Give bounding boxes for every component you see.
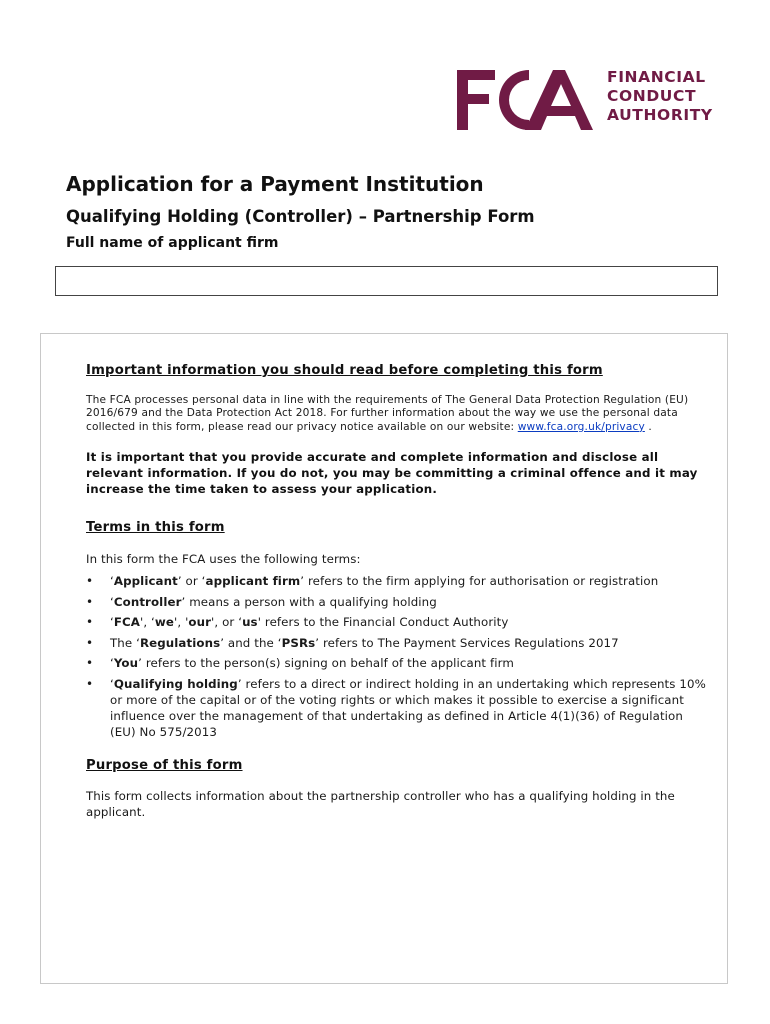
term-item: • ‘FCA', ‘we', 'our', or ‘us' refers to the Financial Conduct Authority: [86, 615, 509, 630]
terms-heading: Terms in this form: [86, 520, 225, 536]
term-item: • ‘You’ refers to the person(s) signing on behalf of the applicant firm: [86, 656, 514, 671]
term-keyword: we: [154, 615, 175, 630]
term-item: • The ‘Regulations’ and the ‘PSRs’ refers to The Payment Services Regulations 2017: [86, 635, 619, 650]
term-keyword: Applicant: [113, 574, 178, 589]
terms-intro: In this form the FCA uses the following terms:: [86, 552, 361, 567]
wordmark-line-1: FINANCIAL: [607, 68, 706, 86]
information-content: [86, 363, 706, 820]
firm-name-label: Full name of applicant firm: [66, 235, 279, 251]
term-item: • ‘Qualifying holding’ refers to a direct or indirect holding in an undertaking which represents 10% or more of the capital or of the voting rights or which makes it possible to exercise a significant influence over the management of that undertaking as defined in Article 4(1)(36) of Regulation (EU) No 575/2013: [86, 676, 706, 739]
bullet-icon: •: [86, 594, 94, 609]
privacy-end: .: [644, 420, 652, 433]
page-subtitle: Qualifying Holding (Controller) – Partnership Form: [66, 207, 535, 226]
bullet-icon: •: [86, 635, 94, 650]
term-keyword: our: [188, 615, 212, 630]
purpose-heading: Purpose of this form: [86, 757, 243, 773]
accuracy-warning: It is important that you provide accurate and complete information and disclose all relevant information. If you do not, you may be committing a criminal offence and it may increase the time taken to assess your application.: [86, 450, 698, 497]
wordmark-line-2: CONDUCT: [607, 87, 697, 105]
bullet-icon: •: [86, 615, 94, 630]
bullet-icon: •: [86, 676, 94, 691]
privacy-notice: [86, 394, 706, 434]
privacy-text: The FCA processes personal data in line with the requirements of The General Data Protection Regulation (EU) 2016/679 and the Data Protection Act 2018. For further information about the way we use the personal data collected in this form, please read our privacy notice available on our website:: [86, 394, 689, 433]
page-title: Application for a Payment Institution: [66, 172, 484, 196]
wordmark-line-3: AUTHORITY: [607, 106, 713, 124]
term-keyword: applicant firm: [205, 574, 301, 589]
term-keyword: PSRs: [281, 635, 316, 650]
term-keyword: FCA: [113, 615, 141, 630]
term-keyword: Controller: [113, 594, 182, 609]
term-keyword: us: [242, 615, 258, 630]
term-keyword: You: [113, 656, 139, 671]
purpose-text: This form collects information about the partnership controller who has a qualifying holding in the applicant.: [86, 788, 675, 819]
fca-wordmark: [607, 68, 713, 125]
bullet-icon: •: [86, 656, 94, 671]
firm-name-input[interactable]: [55, 266, 718, 296]
term-keyword: Qualifying holding: [113, 676, 238, 691]
privacy-link[interactable]: www.fca.org.uk/privacy: [517, 420, 645, 433]
terms-list: [86, 573, 706, 740]
term-item: • ‘Applicant’ or ‘applicant firm’ refers to the firm applying for authorisation or registration: [86, 574, 659, 589]
term-keyword: Regulations: [139, 635, 221, 650]
fca-logo-mark: [455, 66, 595, 132]
fca-logo: [455, 66, 715, 132]
term-item: • ‘Controller’ means a person with a qualifying holding: [86, 594, 437, 609]
important-heading: Important information you should read before completing this form: [86, 363, 603, 378]
bullet-icon: •: [86, 574, 94, 589]
